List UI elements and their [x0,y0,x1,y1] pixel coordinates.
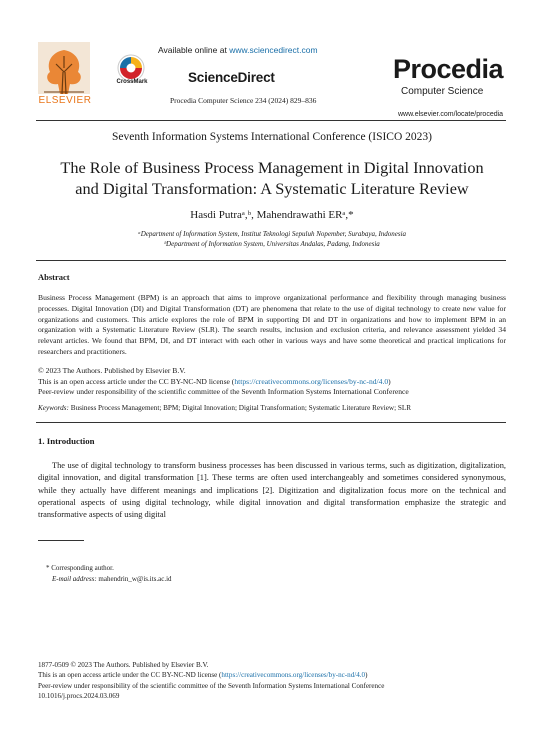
license-link[interactable]: https://creativecommons.org/licenses/by-nc-nd/4.0 [234,376,389,386]
procedia-subtitle: Computer Science [401,86,484,97]
procedia-url[interactable]: www.elsevier.com/locate/procedia [398,111,504,118]
corresponding-author-note: * Corresponding author. [46,564,114,572]
sciencedirect-link[interactable]: www.sciencedirect.com [229,45,318,55]
abstract-heading: Abstract [38,272,70,282]
crossmark-label: CrossMark [116,79,148,85]
email-note [52,575,172,583]
footnote-rule [38,540,84,541]
footer-doi[interactable]: 10.1016/j.procs.2024.03.069 [38,691,120,700]
keywords [38,404,506,412]
footer-license-suffix: ) [365,671,368,680]
footer-license-prefix: This is an open access article under the CC BY-NC-ND license ( [38,671,222,680]
peer-review-line: Peer-review under responsibility of the scientific committee of the Seventh Information Systems International Conference [38,387,409,397]
journal-reference: Procedia Computer Science 234 (2024) 829–836 [170,96,317,105]
affiliation-a: ᵃDepartment of Information System, Institut Teknologi Sepuluh Nopember, Surabaya, Indonesia [137,230,407,238]
email-label: E-mail address: [52,575,97,583]
license-prefix: This is an open access article under the CC BY-NC-ND license ( [38,376,235,386]
abstract-divider [36,260,506,261]
available-prefix: Available online at [158,45,230,55]
footer-license-line [38,670,508,680]
conference-name: Seventh Information Systems International Conference (ISICO 2023) [111,131,432,143]
author-list: Hasdi Putraᵃ,ᵇ, Mahendrawathi ERᵃ,* [190,209,354,221]
intro-heading: 1. Introduction [38,436,95,446]
elsevier-wordmark: ELSEVIER [38,95,92,106]
available-online [158,45,318,55]
header-divider [36,120,506,121]
keywords-label: Keywords: [38,404,69,412]
keywords-divider [36,422,506,423]
footer-peer-review: Peer-review under responsibility of the scientific committee of the Seventh Information Systems International Conference [38,681,385,690]
email-address[interactable]: mahendrin_w@is.its.ac.id [96,575,172,583]
procedia-wordmark: Procedia [393,54,504,84]
paper-title: The Role of Business Process Management in Digital Innovation and Digital Transformation: A Systematic Literature Review [60,158,484,198]
copyright-block [38,366,506,398]
intro-paragraph: The use of digital technology to transform business processes has been discussed in various terms, such as digitization, digitalization, digital innovation, and digital transformation [1]. These terms are often used interchangeably and sometimes considered synonymous, while they actually have different meanings and implications [2]. Digitization and digitalization focus more on the technical and operational aspects of using digital technology, while digital innovation and digital transformation emphasize the strategic and transformative aspects of using digital [38,461,506,520]
footer-issn-line: 1877-0509 © 2023 The Authors. Published by Elsevier B.V. [38,661,209,669]
abstract-text: Business Process Management (BPM) is an approach that aims to improve organizational performance and flexibility through managing business processes. Digital Innovation (DI) and Digital Transformation (DT) are phenomena that relate to the use of digital technology to create new value for organizations and customers. This article explores the role of BPM in supporting DI and DT in organizations and how to implement BPM in an organization with a Systematic Literature Review (SLR). The search results, inclusion and exclusion criteria, and relevance assessment yielded 34 relevant articles. We found that BPM, DI, and DT interact with each other in various ways and have some theoretical and practical implications for researchers and practitioners. [38,293,506,356]
license-suffix: ) [388,376,391,386]
copyright-line: © 2023 The Authors. Published by Elsevier B.V. [38,366,186,375]
keywords-list: Business Process Management; BPM; Digital Innovation; Digital Transformation; Systematic Literature Review; SLR [68,404,412,412]
footer-license-link[interactable]: https://creativecommons.org/licenses/by-nc-nd/4.0 [221,671,366,680]
affiliation-b: ᵇDepartment of Information System, Universitas Andalas, Padang, Indonesia [164,240,380,248]
page-footer [38,660,508,701]
license-line [38,377,506,388]
sciencedirect-wordmark: ScienceDirect [188,70,275,85]
